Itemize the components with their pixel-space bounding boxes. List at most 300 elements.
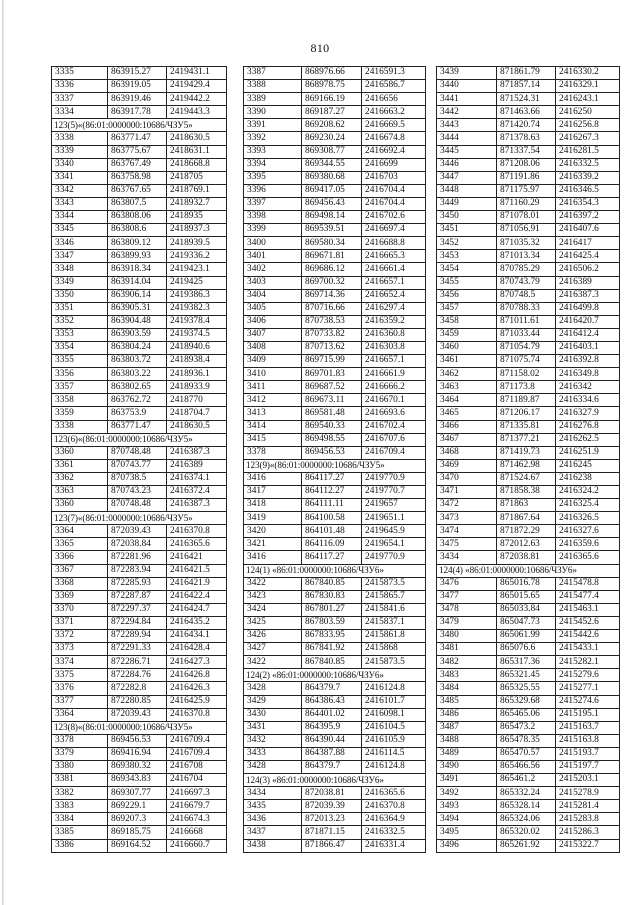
x-coordinate-cell: 863906.14: [108, 289, 167, 302]
y-coordinate-cell: 2416303.8: [362, 341, 426, 354]
x-coordinate-cell: 864401.02: [302, 708, 362, 721]
point-number-cell: 3424: [244, 603, 302, 616]
x-coordinate-cell: 865473.2: [497, 721, 556, 734]
x-coordinate-cell: 867840.85: [302, 577, 362, 590]
x-coordinate-cell: 872039.43: [108, 525, 167, 538]
point-number-cell: 3367: [52, 564, 108, 577]
table-row: [244, 341, 426, 354]
table-row: [244, 747, 426, 760]
y-coordinate-cell: 2419423.1: [167, 263, 227, 276]
point-number-cell: 3410: [244, 368, 302, 381]
table-row: [244, 263, 426, 276]
y-coordinate-cell: 2419651.1: [362, 512, 426, 525]
point-number-cell: 3418: [244, 499, 302, 512]
point-number-cell: 3441: [437, 93, 497, 106]
y-coordinate-cell: 2416325.4: [556, 499, 620, 512]
point-number-cell: 3458: [437, 315, 497, 328]
y-coordinate-cell: 2416704.4: [362, 197, 426, 210]
section-header-cell: 123(9)«(86:01:0000000:10686/ЧЗУ5»: [244, 459, 426, 472]
y-coordinate-cell: 2415277.1: [556, 682, 620, 695]
point-number-cell: 3479: [437, 616, 497, 629]
point-number-cell: 3421: [244, 538, 302, 551]
point-number-cell: 3442: [437, 106, 497, 119]
point-number-cell: 3493: [437, 800, 497, 813]
point-number-cell: 3349: [52, 276, 108, 289]
y-coordinate-cell: 2418940.6: [167, 341, 227, 354]
y-coordinate-cell: 2419770.7: [362, 486, 426, 499]
y-coordinate-cell: 2418668.8: [167, 158, 227, 171]
y-coordinate-cell: 2416327.6: [556, 525, 620, 538]
x-coordinate-cell: 864390.44: [302, 734, 362, 747]
x-coordinate-cell: 870748.5: [497, 289, 556, 302]
point-number-cell: 3392: [244, 132, 302, 145]
point-number-cell: 3432: [244, 734, 302, 747]
y-coordinate-cell: 2416251.9: [556, 446, 620, 459]
x-coordinate-cell: 871337.54: [497, 145, 556, 158]
point-number-cell: 3362: [52, 472, 108, 485]
x-coordinate-cell: 865261.92: [497, 839, 556, 852]
point-number-cell: 3365: [52, 538, 108, 551]
y-coordinate-cell: 2415433.1: [556, 643, 620, 656]
x-coordinate-cell: 867803.59: [302, 616, 362, 629]
y-coordinate-cell: 2416256.8: [556, 119, 620, 132]
x-coordinate-cell: 872013.23: [302, 813, 362, 826]
table-row: [437, 80, 620, 93]
x-coordinate-cell: 869673.11: [302, 394, 362, 407]
point-number-cell: 3453: [437, 250, 497, 263]
y-coordinate-cell: 2419770.9: [362, 472, 426, 485]
y-coordinate-cell: 2416339.2: [556, 171, 620, 184]
point-number-cell: 3482: [437, 656, 497, 669]
table-row: [437, 708, 620, 721]
table-row: [244, 67, 426, 80]
section-header-row: [244, 669, 426, 682]
y-coordinate-cell: 2416657.1: [362, 355, 426, 368]
y-coordinate-cell: 2416397.2: [556, 211, 620, 224]
point-number-cell: 3440: [437, 80, 497, 93]
table-row: [52, 499, 227, 512]
point-number-cell: 3422: [244, 656, 302, 669]
point-number-cell: 3393: [244, 145, 302, 158]
y-coordinate-cell: 2416370.8: [362, 800, 426, 813]
table-row: [52, 577, 227, 590]
x-coordinate-cell: 863758.98: [108, 171, 167, 184]
table-row: [244, 682, 426, 695]
table-row: [52, 302, 227, 315]
y-coordinate-cell: 2416704.4: [362, 184, 426, 197]
x-coordinate-cell: 871173.8: [497, 381, 556, 394]
table-row: [437, 184, 620, 197]
table-row: [437, 93, 620, 106]
table-row: [437, 341, 620, 354]
table-row: [244, 315, 426, 328]
table-row: [52, 708, 227, 721]
section-header-cell: 124(3) «86:01:0000000:10686/ЧЗУ6»: [244, 774, 426, 787]
point-number-cell: 3466: [437, 420, 497, 433]
x-coordinate-cell: 865317.36: [497, 656, 556, 669]
x-coordinate-cell: 870748.48: [108, 446, 167, 459]
y-coordinate-cell: 2416669.5: [362, 119, 426, 132]
y-coordinate-cell: 2416688.8: [362, 237, 426, 250]
point-number-cell: 3396: [244, 184, 302, 197]
x-coordinate-cell: 863915.27: [108, 67, 167, 80]
point-number-cell: 3406: [244, 315, 302, 328]
y-coordinate-cell: 2415322.7: [556, 839, 620, 852]
point-number-cell: 3485: [437, 695, 497, 708]
table-row: [244, 551, 426, 564]
table-row: [52, 381, 227, 394]
table-row: [437, 328, 620, 341]
table-row: [437, 472, 620, 485]
y-coordinate-cell: 2416422.4: [167, 590, 227, 603]
y-coordinate-cell: 2416506.2: [556, 263, 620, 276]
y-coordinate-cell: 2419386.3: [167, 289, 227, 302]
point-number-cell: 3390: [244, 106, 302, 119]
point-number-cell: 3491: [437, 774, 497, 787]
y-coordinate-cell: 2416243.1: [556, 93, 620, 106]
point-number-cell: 3391: [244, 119, 302, 132]
point-number-cell: 3416: [244, 472, 302, 485]
x-coordinate-cell: 863919.46: [108, 93, 167, 106]
x-coordinate-cell: 870743.77: [108, 459, 167, 472]
table-row: [52, 774, 227, 787]
table-row: [437, 158, 620, 171]
table-row: [437, 237, 620, 250]
table-row: [52, 106, 227, 119]
y-coordinate-cell: 2416666.2: [362, 381, 426, 394]
y-coordinate-cell: 2416331.4: [362, 839, 426, 852]
x-coordinate-cell: 871175.97: [497, 184, 556, 197]
y-coordinate-cell: 2415841.6: [362, 603, 426, 616]
table-row: [244, 616, 426, 629]
x-coordinate-cell: 869416.94: [108, 747, 167, 760]
table-row: [437, 512, 620, 525]
table-row: [52, 826, 227, 839]
point-number-cell: 3474: [437, 525, 497, 538]
x-coordinate-cell: 863804.24: [108, 341, 167, 354]
table-row: [437, 721, 620, 734]
y-coordinate-cell: 2416420.7: [556, 315, 620, 328]
table-row: [52, 472, 227, 485]
x-coordinate-cell: 864116.09: [302, 538, 362, 551]
table-row: [52, 289, 227, 302]
scan-binding-edge: [2, 0, 4, 905]
y-coordinate-cell: 2418932.7: [167, 197, 227, 210]
table-row: [437, 433, 620, 446]
x-coordinate-cell: 870738.5: [108, 472, 167, 485]
x-coordinate-cell: 872012.63: [497, 538, 556, 551]
table-row: [437, 67, 620, 80]
point-number-cell: 3409: [244, 355, 302, 368]
y-coordinate-cell: 2416693.6: [362, 407, 426, 420]
x-coordinate-cell: 869417.05: [302, 184, 362, 197]
table-row: [52, 695, 227, 708]
point-number-cell: 3419: [244, 512, 302, 525]
x-coordinate-cell: 871524.31: [497, 93, 556, 106]
table-row: [52, 590, 227, 603]
point-number-cell: 3336: [52, 80, 108, 93]
table-row: [244, 106, 426, 119]
table-row: [437, 734, 620, 747]
point-number-cell: 3412: [244, 394, 302, 407]
table-row: [52, 538, 227, 551]
table-row: [244, 800, 426, 813]
table-row: [437, 616, 620, 629]
y-coordinate-cell: 2416702.6: [362, 211, 426, 224]
x-coordinate-cell: 869164.52: [108, 839, 167, 852]
table-row: [437, 682, 620, 695]
table-row: [437, 407, 620, 420]
table-row: [244, 302, 426, 315]
y-coordinate-cell: 2415463.1: [556, 603, 620, 616]
y-coordinate-cell: 2419382.3: [167, 302, 227, 315]
x-coordinate-cell: 869580.34: [302, 237, 362, 250]
table-row: [244, 472, 426, 485]
coordinate-table-left: [51, 66, 227, 853]
point-number-cell: 3431: [244, 721, 302, 734]
x-coordinate-cell: 872287.87: [108, 590, 167, 603]
table-row: [244, 237, 426, 250]
y-coordinate-cell: 2416387.3: [556, 289, 620, 302]
y-coordinate-cell: 2416346.5: [556, 184, 620, 197]
x-coordinate-cell: 863775.67: [108, 145, 167, 158]
x-coordinate-cell: 865320.02: [497, 826, 556, 839]
y-coordinate-cell: 2419654.1: [362, 538, 426, 551]
point-number-cell: 3342: [52, 184, 108, 197]
x-coordinate-cell: 865321.45: [497, 669, 556, 682]
point-number-cell: 3461: [437, 355, 497, 368]
point-number-cell: 3405: [244, 302, 302, 315]
table-row: [437, 590, 620, 603]
table-row: [244, 643, 426, 656]
table-row: [244, 132, 426, 145]
table-row: [244, 486, 426, 499]
section-header-cell: 124(1) «86:01:0000000:10686/ЧЗУ6»: [244, 564, 426, 577]
y-coordinate-cell: 2415837.1: [362, 616, 426, 629]
section-header-row: [244, 774, 426, 787]
x-coordinate-cell: 869456.53: [108, 734, 167, 747]
point-number-cell: 3338: [52, 132, 108, 145]
x-coordinate-cell: 871335.81: [497, 420, 556, 433]
x-coordinate-cell: 871524.67: [497, 472, 556, 485]
y-coordinate-cell: 2418769.1: [167, 184, 227, 197]
point-number-cell: 3352: [52, 315, 108, 328]
table-row: [244, 839, 426, 852]
y-coordinate-cell: 2416354.3: [556, 197, 620, 210]
table-row: [437, 499, 620, 512]
x-coordinate-cell: 870733.82: [302, 328, 362, 341]
x-coordinate-cell: 869307.77: [108, 787, 167, 800]
y-coordinate-cell: 2415286.3: [556, 826, 620, 839]
point-number-cell: 3375: [52, 669, 108, 682]
x-coordinate-cell: 865015.65: [497, 590, 556, 603]
x-coordinate-cell: 865332.24: [497, 787, 556, 800]
x-coordinate-cell: 864111.11: [302, 499, 362, 512]
x-coordinate-cell: 869456.43: [302, 197, 362, 210]
point-number-cell: 3494: [437, 813, 497, 826]
y-coordinate-cell: 2416105.9: [362, 734, 426, 747]
point-number-cell: 3462: [437, 368, 497, 381]
point-number-cell: 3414: [244, 420, 302, 433]
table-row: [437, 760, 620, 773]
y-coordinate-cell: 2419378.4: [167, 315, 227, 328]
y-coordinate-cell: 2419336.2: [167, 250, 227, 263]
x-coordinate-cell: 869715.99: [302, 355, 362, 368]
point-number-cell: 3384: [52, 813, 108, 826]
point-number-cell: 3382: [52, 787, 108, 800]
x-coordinate-cell: 863802.65: [108, 381, 167, 394]
point-number-cell: 3463: [437, 381, 497, 394]
x-coordinate-cell: 872039.43: [108, 708, 167, 721]
point-number-cell: 3335: [52, 67, 108, 80]
y-coordinate-cell: 2416407.6: [556, 224, 620, 237]
section-header-row: [52, 512, 227, 525]
table-row: [244, 211, 426, 224]
table-row: [437, 774, 620, 787]
y-coordinate-cell: 2416421: [167, 551, 227, 564]
coordinate-table-right: [436, 66, 620, 853]
x-coordinate-cell: 872297.37: [108, 603, 167, 616]
point-number-cell: 3372: [52, 630, 108, 643]
y-coordinate-cell: 2416329.1: [556, 80, 620, 93]
section-header-row: [52, 721, 227, 734]
y-coordinate-cell: 2416332.5: [556, 158, 620, 171]
y-coordinate-cell: 2416389: [167, 459, 227, 472]
y-coordinate-cell: 2419657: [362, 499, 426, 512]
y-coordinate-cell: 2415861.8: [362, 630, 426, 643]
point-number-cell: 3428: [244, 760, 302, 773]
point-number-cell: 3476: [437, 577, 497, 590]
point-number-cell: 3354: [52, 341, 108, 354]
table-row: [437, 538, 620, 551]
table-row: [52, 263, 227, 276]
point-number-cell: 3348: [52, 263, 108, 276]
point-number-cell: 3371: [52, 616, 108, 629]
x-coordinate-cell: 864101.48: [302, 525, 362, 538]
y-coordinate-cell: 2415282.1: [556, 656, 620, 669]
x-coordinate-cell: 871056.91: [497, 224, 556, 237]
table-row: [52, 603, 227, 616]
table-row: [437, 486, 620, 499]
table-row: [437, 420, 620, 433]
y-coordinate-cell: 2418704.7: [167, 407, 227, 420]
x-coordinate-cell: 869700.32: [302, 276, 362, 289]
x-coordinate-cell: 865465.06: [497, 708, 556, 721]
table-row: [52, 525, 227, 538]
table-row: [52, 250, 227, 263]
point-number-cell: 3477: [437, 590, 497, 603]
table-row: [437, 826, 620, 839]
x-coordinate-cell: 869308.77: [302, 145, 362, 158]
y-coordinate-cell: 2416709.4: [167, 747, 227, 760]
x-coordinate-cell: 870748.48: [108, 499, 167, 512]
table-row: [437, 250, 620, 263]
point-number-cell: 3387: [244, 67, 302, 80]
y-coordinate-cell: 2416426.3: [167, 682, 227, 695]
point-number-cell: 3341: [52, 171, 108, 184]
point-number-cell: 3363: [52, 486, 108, 499]
x-coordinate-cell: 871872.29: [497, 525, 556, 538]
point-number-cell: 3480: [437, 630, 497, 643]
x-coordinate-cell: 871011.61: [497, 315, 556, 328]
section-header-row: [244, 459, 426, 472]
x-coordinate-cell: 872285.93: [108, 577, 167, 590]
x-coordinate-cell: 864100.58: [302, 512, 362, 525]
x-coordinate-cell: 872289.94: [108, 630, 167, 643]
point-number-cell: 3402: [244, 263, 302, 276]
y-coordinate-cell: 2416238: [556, 472, 620, 485]
y-coordinate-cell: 2416709.4: [362, 446, 426, 459]
y-coordinate-cell: 2416663.2: [362, 106, 426, 119]
y-coordinate-cell: 2418630.5: [167, 420, 227, 433]
y-coordinate-cell: 2419770.9: [362, 551, 426, 564]
x-coordinate-cell: 871160.29: [497, 197, 556, 210]
point-number-cell: 3404: [244, 289, 302, 302]
point-number-cell: 3370: [52, 603, 108, 616]
y-coordinate-cell: 2416660.7: [167, 839, 227, 852]
point-number-cell: 3345: [52, 224, 108, 237]
y-coordinate-cell: 2416098.1: [362, 708, 426, 721]
table-row: [244, 499, 426, 512]
x-coordinate-cell: 863918.34: [108, 263, 167, 276]
x-coordinate-cell: 871189.87: [497, 394, 556, 407]
point-number-cell: 3415: [244, 433, 302, 446]
y-coordinate-cell: 2416389: [556, 276, 620, 289]
table-row: [52, 132, 227, 145]
x-coordinate-cell: 863905.31: [108, 302, 167, 315]
y-coordinate-cell: 2415865.7: [362, 590, 426, 603]
x-coordinate-cell: 871075.74: [497, 355, 556, 368]
y-coordinate-cell: 2416387.3: [167, 499, 227, 512]
x-coordinate-cell: 864387.88: [302, 747, 362, 760]
point-number-cell: 3374: [52, 656, 108, 669]
y-coordinate-cell: 2418938.4: [167, 355, 227, 368]
point-number-cell: 3381: [52, 774, 108, 787]
table-row: [244, 328, 426, 341]
x-coordinate-cell: 869539.51: [302, 224, 362, 237]
y-coordinate-cell: 2416692.4: [362, 145, 426, 158]
point-number-cell: 3369: [52, 590, 108, 603]
y-coordinate-cell: 2416674.8: [362, 132, 426, 145]
table-row: [244, 171, 426, 184]
table-row: [244, 250, 426, 263]
point-number-cell: 3351: [52, 302, 108, 315]
y-coordinate-cell: 2415442.6: [556, 630, 620, 643]
table-row: [437, 381, 620, 394]
point-number-cell: 3350: [52, 289, 108, 302]
x-coordinate-cell: 865076.6: [497, 643, 556, 656]
y-coordinate-cell: 2416668: [167, 826, 227, 839]
table-row: [52, 224, 227, 237]
table-row: [244, 603, 426, 616]
point-number-cell: 3473: [437, 512, 497, 525]
table-row: [437, 302, 620, 315]
point-number-cell: 3346: [52, 237, 108, 250]
table-row: [244, 813, 426, 826]
table-row: [52, 747, 227, 760]
point-number-cell: 3380: [52, 760, 108, 773]
y-coordinate-cell: 2416349.8: [556, 368, 620, 381]
point-number-cell: 3364: [52, 525, 108, 538]
point-number-cell: 3373: [52, 643, 108, 656]
y-coordinate-cell: 2415477.4: [556, 590, 620, 603]
y-coordinate-cell: 2419442.2: [167, 93, 227, 106]
y-coordinate-cell: 2416665.3: [362, 250, 426, 263]
table-row: [437, 171, 620, 184]
x-coordinate-cell: 865461.2: [497, 774, 556, 787]
point-number-cell: 3435: [244, 800, 302, 813]
y-coordinate-cell: 2416297.4: [362, 302, 426, 315]
